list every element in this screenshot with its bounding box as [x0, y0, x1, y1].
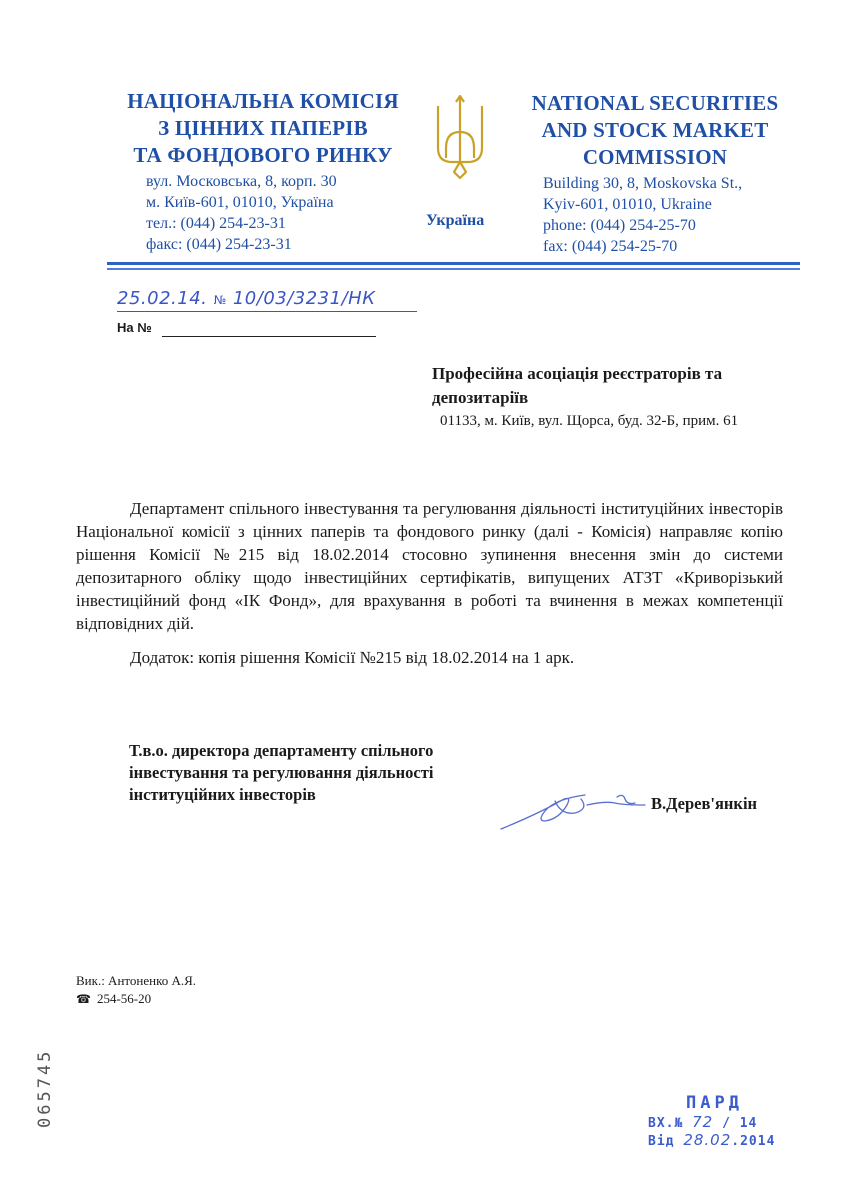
- org-name-en-line: AND STOCK MARKET: [541, 118, 769, 142]
- country-label: Україна: [426, 212, 485, 229]
- address-ua-line: факс: (044) 254-23-31: [146, 236, 292, 253]
- stamp-in-year: / 14: [722, 1116, 758, 1131]
- stamp-org: ПАРД: [686, 1093, 743, 1113]
- address-ua-line: м. Київ-601, 01010, Україна: [146, 194, 334, 211]
- stamp-date-hand: 28.02: [683, 1131, 732, 1149]
- stamp-in-number: 72: [692, 1113, 714, 1131]
- registration-underline: [117, 311, 417, 312]
- address-ua-line: вул. Московська, 8, корп. 30: [146, 173, 337, 190]
- reply-to-line: [162, 336, 376, 337]
- address-en: [543, 173, 742, 257]
- org-name-ua-line: З ЦІННИХ ПАПЕРІВ: [158, 116, 368, 140]
- signatory-title-line: інвестування та регулювання діяльності: [129, 763, 434, 782]
- stamp-date-row: [648, 1131, 808, 1149]
- registration-date: 25.02.14.: [117, 288, 208, 309]
- incoming-stamp: [648, 1093, 808, 1149]
- registration-line: [117, 288, 375, 309]
- header-divider-thin: [107, 268, 800, 270]
- header-divider: [107, 262, 800, 265]
- phone-icon: ☎: [76, 992, 91, 1006]
- serial-number: [30, 1020, 60, 1130]
- org-name-ua-line: ТА ФОНДОВОГО РИНКУ: [133, 143, 393, 167]
- org-name-ua-line: НАЦІОНАЛЬНА КОМІСІЯ: [127, 89, 399, 113]
- recipient-name: Професійна асоціація реєстраторів та депозитаріїв: [432, 364, 723, 407]
- signatory-title-line: інституційних інвесторів: [129, 785, 316, 804]
- signatory-title: [129, 740, 433, 806]
- stamp-in-label: ВХ.№: [648, 1116, 684, 1131]
- address-ua-line: тел.: (044) 254-23-31: [146, 215, 286, 232]
- executor-phone: 254-56-20: [96, 991, 152, 1006]
- registration-number: 10/03/3231/НК: [232, 288, 376, 309]
- attachment-note: Додаток: копія рішення Комісії №215 від 18.02.2014 на 1 арк.: [130, 648, 575, 667]
- handwritten-signature: [495, 775, 665, 835]
- registration-no-label: №: [213, 293, 227, 307]
- trident-emblem-icon: [428, 92, 492, 182]
- executor-phone-row: [76, 990, 196, 1008]
- stamp-incoming-row: [648, 1113, 808, 1131]
- address-en-line: Kyiv-601, 01010, Ukraine: [543, 196, 712, 213]
- body-paragraph: Департамент спільного інвестування та регулювання діяльності інституційних інвесторів Національної комісії з цінних паперів та фондового ринку (далі - Комісія) направляє копію рішення Комісії №215 від 18.02.2014 стосовно зупинення внесення змін до системи депозитарного обліку щодо інвестиційних сертифікатів, випущених АТЗТ «Криворізький інвестиційний фонд «ІК Фонд», для врахування в роботі та вчинення в межах компетенції відповідних дій.: [76, 499, 783, 633]
- org-name-ua: [108, 88, 418, 169]
- address-ua: [146, 171, 337, 255]
- signatory-title-line: Т.в.о. директора департаменту спільного: [129, 741, 434, 760]
- reply-to-label: На №: [117, 320, 152, 335]
- org-name-en: [500, 90, 810, 171]
- executor-name: Вик.: Антоненко А.Я.: [76, 973, 197, 988]
- address-en-line: phone: (044) 254-25-70: [543, 217, 696, 234]
- address-en-line: fax: (044) 254-25-70: [543, 238, 678, 255]
- serial-number-text: 065745: [35, 1048, 55, 1128]
- recipient-address: 01133, м. Київ, вул. Щорса, буд. 32-Б, прим. 61: [440, 413, 739, 429]
- org-name-en-line: NATIONAL SECURITIES: [531, 91, 779, 115]
- address-en-line: Building 30, 8, Moskovska St.,: [543, 175, 743, 192]
- signatory-name: В.Дерев'янкін: [651, 794, 758, 813]
- executor-info: [76, 972, 196, 1008]
- stamp-date-year: .2014: [731, 1134, 776, 1149]
- stamp-date-label: Від: [648, 1134, 675, 1149]
- org-name-en-line: COMMISSION: [582, 145, 728, 169]
